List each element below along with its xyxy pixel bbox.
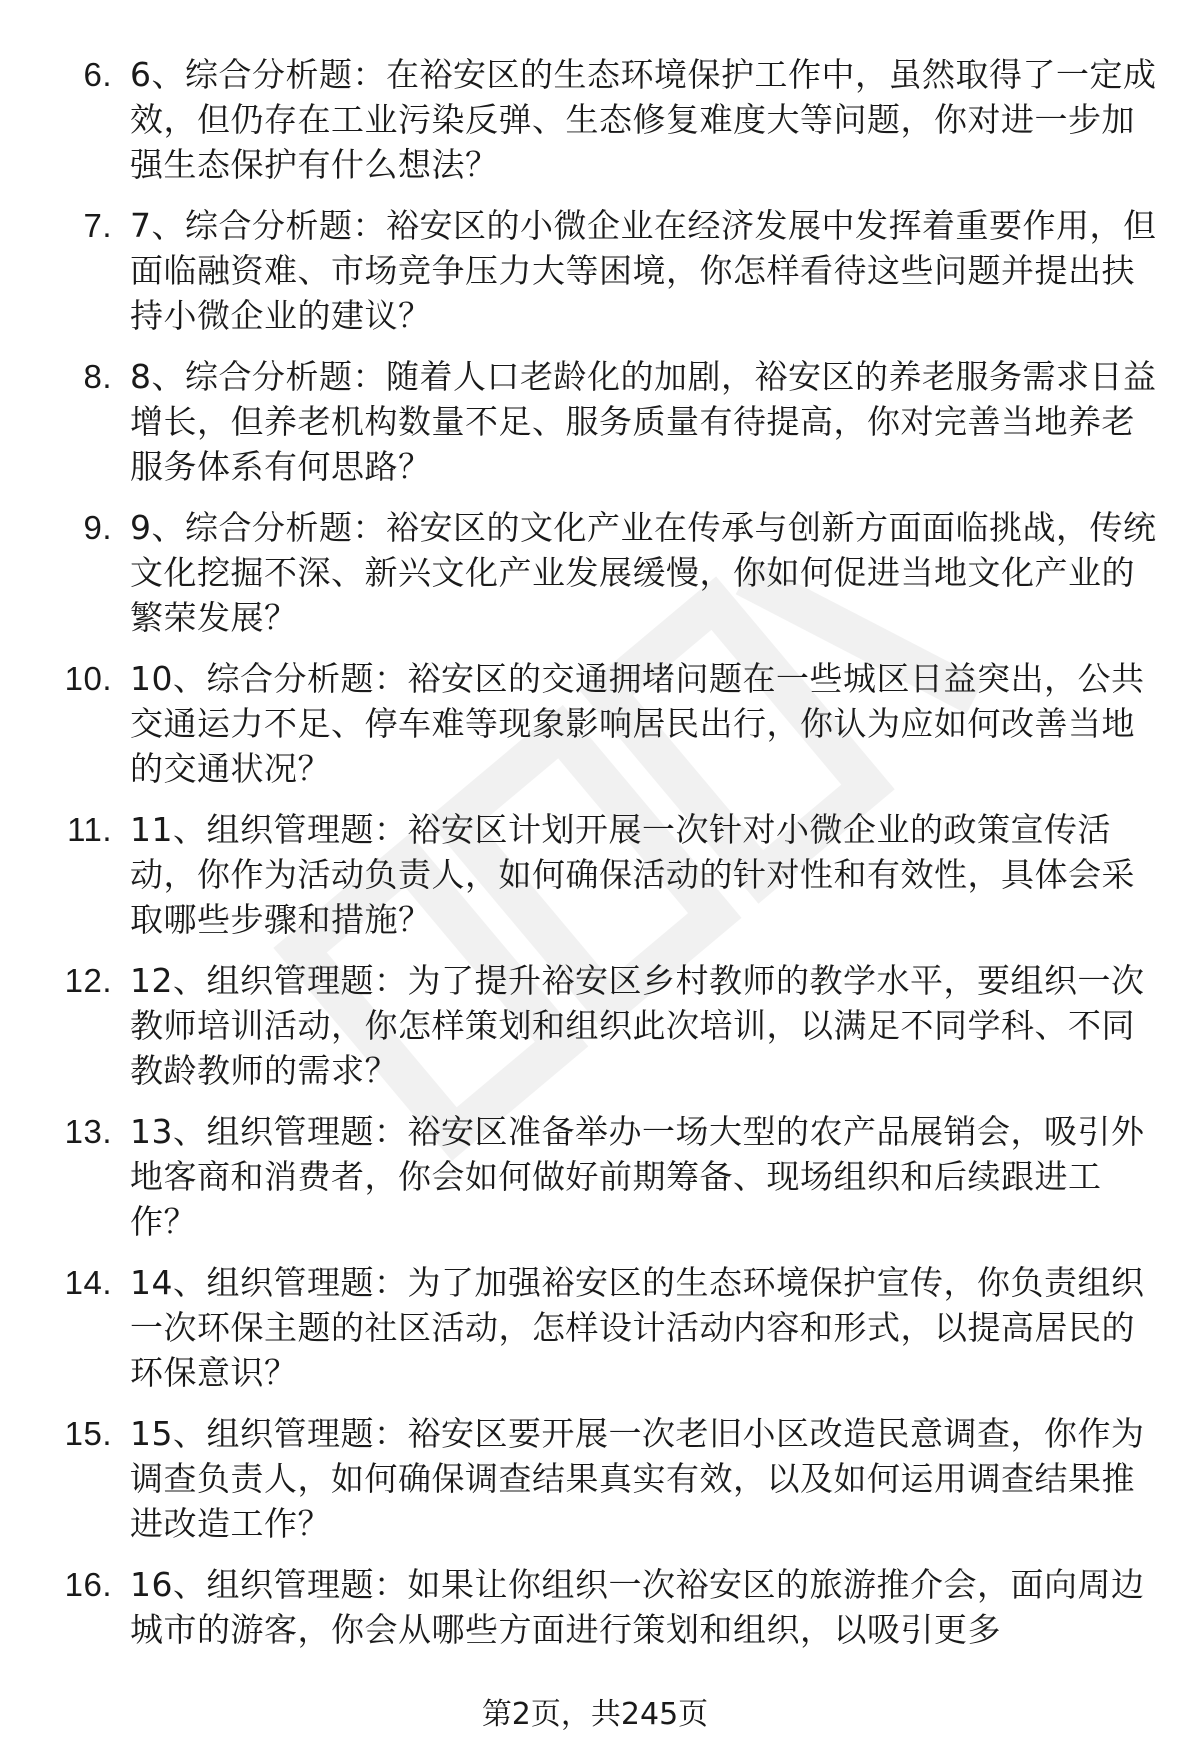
question-text: 9、综合分析题：裕安区的文化产业在传承与创新方面面临挑战，传统文化挖掘不深、新兴文化产业发展缓慢，你如何促进当地文化产业的繁荣发展？	[130, 508, 1157, 637]
question-item	[0, 1411, 1190, 1546]
question-text: 12、组织管理题：为了提升裕安区乡村教师的教学水平，要组织一次教师培训活动，你怎样策划和组织此次培训，以满足不同学科、不同教龄教师的需求？	[130, 961, 1145, 1090]
question-number: 8.	[83, 358, 112, 395]
question-item	[0, 1109, 1190, 1244]
question-text: 7、综合分析题：裕安区的小微企业在经济发展中发挥着重要作用，但面临融资难、市场竞争压力大等困境，你怎样看待这些问题并提出扶持小微企业的建议？	[130, 206, 1157, 335]
question-item	[0, 1562, 1190, 1652]
question-number: 13.	[64, 1113, 112, 1150]
question-text: 16、组织管理题：如果让你组织一次裕安区的旅游推介会，面向周边城市的游客，你会从哪些方面进行策划和组织，以吸引更多	[130, 1565, 1145, 1649]
question-list	[0, 52, 1190, 1668]
question-number: 14.	[64, 1264, 112, 1301]
question-number: 9.	[83, 509, 112, 546]
question-item	[0, 52, 1190, 187]
question-item	[0, 203, 1190, 338]
question-item	[0, 958, 1190, 1093]
question-number: 6.	[83, 56, 112, 93]
question-text: 8、综合分析题：随着人口老龄化的加剧，裕安区的养老服务需求日益增长，但养老机构数量不足、服务质量有待提高，你对完善当地养老服务体系有何思路？	[130, 357, 1157, 486]
question-item	[0, 354, 1190, 489]
question-item	[0, 807, 1190, 942]
question-number: 11.	[67, 811, 112, 848]
question-number: 10.	[64, 660, 112, 697]
question-text: 13、组织管理题：裕安区准备举办一场大型的农产品展销会，吸引外地客商和消费者，你会如何做好前期筹备、现场组织和后续跟进工作？	[130, 1112, 1145, 1241]
question-item	[0, 656, 1190, 791]
question-text: 10、综合分析题：裕安区的交通拥堵问题在一些城区日益突出，公共交通运力不足、停车难等现象影响居民出行，你认为应如何改善当地的交通状况？	[130, 659, 1145, 788]
question-number: 15.	[64, 1415, 112, 1452]
question-text: 15、组织管理题：裕安区要开展一次老旧小区改造民意调查，你作为调查负责人，如何确保调查结果真实有效，以及如何运用调查结果推进改造工作？	[130, 1414, 1145, 1543]
question-text: 11、组织管理题：裕安区计划开展一次针对小微企业的政策宣传活动，你作为活动负责人，如何确保活动的针对性和有效性，具体会采取哪些步骤和措施？	[130, 810, 1135, 939]
question-number: 7.	[83, 207, 112, 244]
question-item	[0, 1260, 1190, 1395]
page-footer: 第2页，共245页	[481, 1697, 709, 1732]
question-text: 6、综合分析题：在裕安区的生态环境保护工作中，虽然取得了一定成效，但仍存在工业污染反弹、生态修复难度大等问题，你对进一步加强生态保护有什么想法？	[130, 55, 1157, 184]
question-item	[0, 505, 1190, 640]
question-number: 16.	[64, 1566, 112, 1603]
question-number: 12.	[64, 962, 112, 999]
question-text: 14、组织管理题：为了加强裕安区的生态环境保护宣传，你负责组织一次环保主题的社区活动，怎样设计活动内容和形式，以提高居民的环保意识？	[130, 1263, 1145, 1392]
